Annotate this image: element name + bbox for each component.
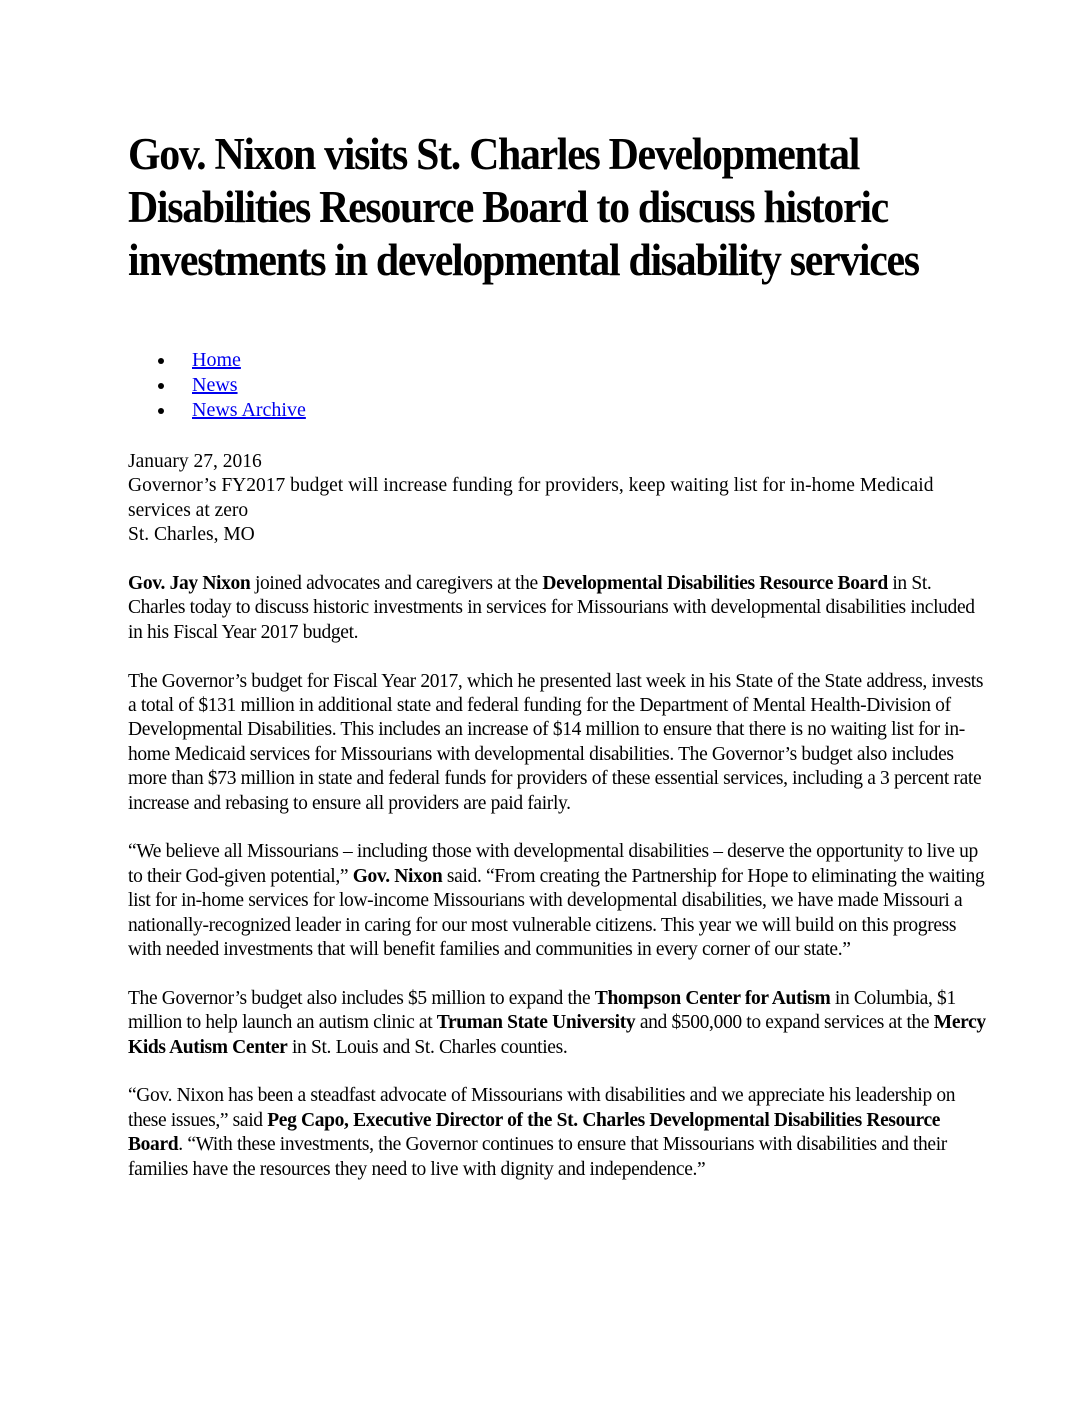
- home-link[interactable]: Home: [192, 349, 241, 371]
- paragraph-text: The Governor’s budget also includes $5 million to expand the: [128, 987, 595, 1009]
- paragraph-text: and $500,000 to expand services at the: [635, 1012, 934, 1034]
- article-paragraph: [128, 987, 988, 1060]
- news-archive-link[interactable]: News Archive: [192, 399, 306, 421]
- paragraph-text: “We believe all Missourians – including those with developmental disabilities – deserve the opportunity to live up to their God-given potential,”: [128, 841, 978, 887]
- paragraph-text: The Governor’s budget for Fiscal Year 2017, which he presented last week in his State of the State address, invests a total of $131 million in additional state and federal funding for the Department of Mental Health-Division of Developmental Disabilities. This includes an increase of $14 million to ensure that there is no waiting list for in-home Medicaid services for Missourians with developmental disabilities. The Governor’s budget also includes more than $73 million in state and federal funds for providers of these essential services, including a 3 percent rate increase and rebasing to ensure all providers are paid fairly.: [128, 670, 984, 814]
- paragraph-text: in St. Louis and St. Charles counties.: [287, 1036, 568, 1058]
- bold-text: Peg Capo, Executive Director of the St. Charles Developmental Disabilities Resource Board: [128, 1109, 941, 1156]
- article-page: [128, 128, 986, 1180]
- bullet-icon: [158, 408, 164, 414]
- article-paragraph: [128, 670, 988, 816]
- article-paragraph: [128, 840, 988, 962]
- breadcrumb-item-home: [128, 348, 306, 373]
- article-body: [128, 450, 988, 1207]
- article-title: Gov. Nixon visits St. Charles Developmental Disabilities Resource Board to discuss historic investments in developmental disability services: [128, 129, 919, 285]
- paragraph-text: . “With these investments, the Governor continues to ensure that Missourians with disabilities and their families have the resources they need to live with dignity and independence.”: [128, 1134, 947, 1180]
- article-paragraphs: [128, 572, 988, 1182]
- article-meta: [128, 450, 988, 548]
- bold-text: Gov. Jay Nixon: [128, 573, 251, 595]
- article-subtitle: Governor’s FY2017 budget will increase funding for providers, keep waiting list for in-home Medicaid services at zero: [128, 475, 934, 521]
- bold-text: Thompson Center for Autism: [594, 987, 831, 1009]
- bold-text: Gov. Nixon: [352, 865, 443, 887]
- paragraph-text: “Gov. Nixon has been a steadfast advocate of Missourians with disabilities and we appreciate his leadership on these issues,” said: [128, 1085, 956, 1131]
- bullet-icon: [158, 383, 164, 389]
- bold-text: Truman State University: [436, 1012, 636, 1034]
- breadcrumb: [128, 348, 306, 423]
- bullet-icon: [158, 358, 164, 364]
- breadcrumb-item-news-archive: [128, 398, 306, 423]
- article-date: January 27, 2016: [128, 451, 262, 472]
- paragraph-text: joined advocates and caregivers at the: [250, 573, 543, 595]
- article-paragraph: [128, 1084, 988, 1182]
- article-dateline: St. Charles, MO: [128, 524, 255, 546]
- breadcrumb-item-news: [128, 373, 306, 398]
- news-link[interactable]: News: [192, 374, 238, 396]
- paragraph-text: said. “From creating the Partnership for Hope to eliminating the waiting list for in-home services for low-income Missourians with developmental disabilities, we have made Missouri a nationally-recognized leader in caring for our most vulnerable citizens. This year we will build on this progress with needed investments that will benefit families and communities in every corner of our state.”: [128, 865, 985, 961]
- bold-text: Mercy Kids Autism Center: [128, 1012, 986, 1058]
- bold-text: Developmental Disabilities Resource Board: [542, 573, 888, 595]
- paragraph-text: in St. Charles today to discuss historic investments in services for Missourians with developmental disabilities included in his Fiscal Year 2017 budget.: [128, 573, 975, 643]
- paragraph-text: in Columbia, $1 million to help launch an autism clinic at: [128, 987, 956, 1034]
- article-paragraph: [128, 572, 988, 645]
